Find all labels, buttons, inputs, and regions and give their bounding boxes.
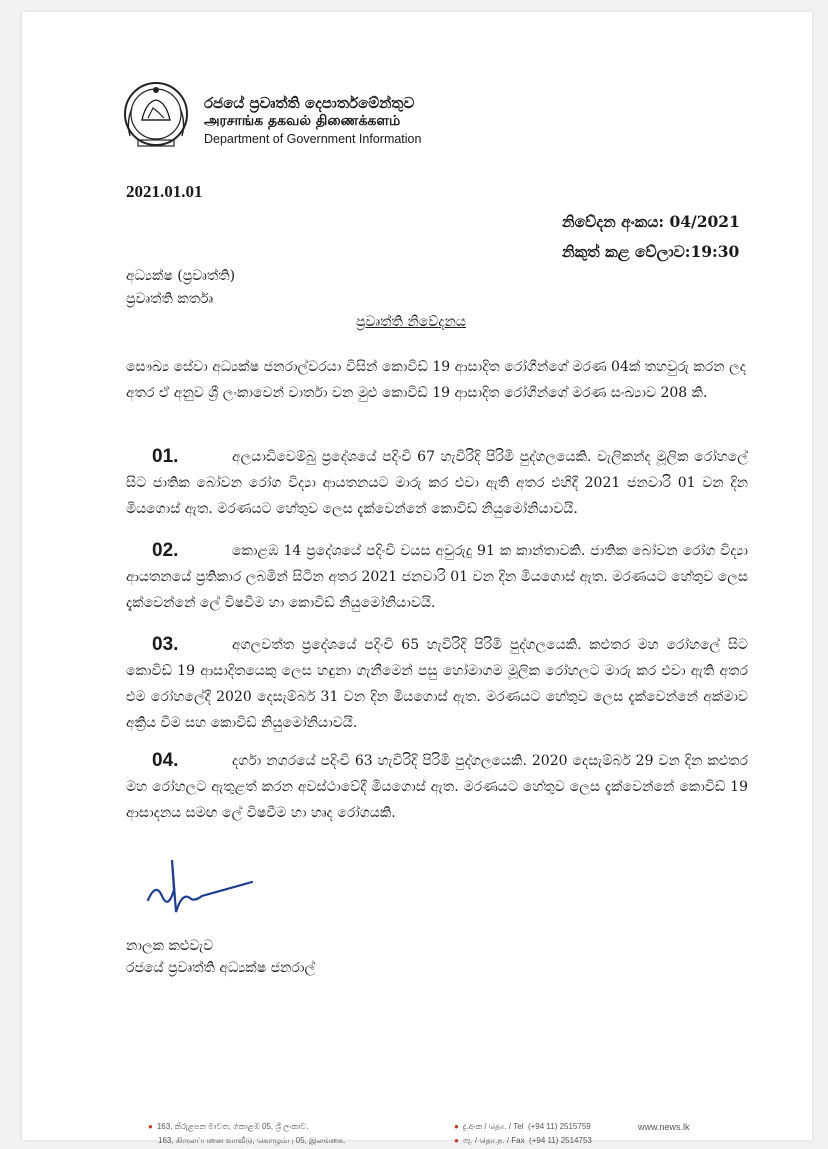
recipient-news-editor: ප්‍රවෘත්ති කර්තෘ [126, 291, 214, 307]
list-item [126, 538, 748, 616]
list-item [126, 632, 748, 736]
document-page [22, 12, 812, 1145]
item-text: කොළඹ 14 ප්‍රදේශයේ පදිංචි වයස අවුරුදු 91 ක කාන්තාවකි. ජාතික බෝවන රෝග විද්‍යා ආයතනයේ ප්‍රතිකාර ලබමින් සිටින අතර 2021 ජනවාරි 01 වන දින මියගොස් ඇත. මරණයට හේතුව ලෙස දැක්වෙන්නේ ලේ විෂවීම හා කොවිඩ් නියුමෝනියාවයි. [126, 543, 748, 611]
list-item [126, 748, 748, 826]
org-name-sinhala: රජයේ ප්‍රවෘත්ති දෙපාර්තමේන්තුව [204, 94, 415, 112]
bullet-icon: ● [148, 1122, 153, 1131]
org-name-english: Department of Government Information [204, 132, 422, 146]
item-text: අලයාඩිවෙම්බු ප්‍රදේශයේ පදිංචි 67 හැවිරිදි පිරිමි පුද්ගලයෙකි. වැලිකන්ද මූලික රෝහලේ සිට ජාතික බෝවන රෝග විද්‍යා ආයතනයට මාරු කර එවා ඇති අතර එහිදී 2021 ජනවාරි 01 වන දින මියගොස් ඇත. මරණයට හේතුව ලෙස දැක්වෙන්නේ කොවිඩ් නියුමෝනියාවයි. [126, 449, 748, 517]
issued-time: නිකුත් කළ වේලාව:19:30 [562, 242, 740, 261]
footer-contact: ● දු.අංක / தொ. / Tel (+94 11) 2515759 ● ෆැ. / தொ.ந. / Fax (+94 11) 2514753 [454, 1122, 592, 1145]
footer-fax: (+94 11) 2514753 [529, 1136, 592, 1145]
fax-icon: ● [454, 1136, 459, 1145]
item-number: 01. [152, 446, 179, 467]
department-header [204, 94, 421, 148]
recipient-director-news: අධ්‍යක්ෂ (ප්‍රවෘත්ති) [126, 268, 236, 284]
phone-icon: ● [454, 1122, 459, 1131]
footer-website[interactable]: www.news.lk [638, 1122, 690, 1132]
item-number: 03. [152, 634, 179, 655]
item-text: දර්ගා නගරයේ පදිංචි 63 හැවිරිදි පිරිමි පුද්ගලයෙකි. 2020 දෙසැම්බර් 29 වන දින කළුතර මහ රෝහලට ඇතුළත් කරන අවස්ථාවේදී මියගොස් ඇත. මරණයට හේතුව ලෙස දැක්වෙන්නේ කොවිඩ් 19 ආසාදනය සමඟ ලේ විෂවීම හා හෘද රෝගයකි. [126, 753, 748, 821]
handwritten-signature [142, 852, 282, 932]
item-number: 02. [152, 540, 179, 561]
org-name-tamil: அரசாங்க தகவல் திணைக்களம் [204, 113, 401, 129]
document-heading: ප්‍රවෘත්ති නිවේදනය [356, 314, 466, 330]
footer-address: ● 163, කිරුළපන මාවත, කොළඹ 05, ශ්‍රී ලංකාව. 163, கிருலப்பனை வாவீடு, கொழும்பு 05, இலங்கை. [148, 1122, 346, 1145]
footer-phone: (+94 11) 2515759 [527, 1122, 591, 1131]
signatory-title: රජයේ ප්‍රවෘත්ති අධ්‍යක්ෂ ජනරාල් [126, 960, 316, 976]
release-date: 2021.01.01 [126, 182, 203, 201]
item-text: අගලවත්ත ප්‍රදේශයේ පදිංචි 65 හැවිරිදි පිරිමි පුද්ගලයෙකි. කළුතර මහ රෝහලේ සිට කොවිඩ් 19 ආසාදිතයෙකු ලෙස හඳුනා ගැනීමෙන් පසු හෝමාගම මූලික රෝහලට මාරු කර එවා ඇති අතර එම රෝහලේදී 2020 දෙසැම්බර් 31 වන දින මියගොස් ඇත. මරණයට හේතුව ලෙස දැක්වෙන්නේ අක්මාව අක්‍රිය වීම සහ කොවිඩ් නියුමෝනියාවයි. [126, 637, 748, 731]
item-number: 04. [152, 750, 179, 771]
list-item [126, 444, 748, 522]
signatory-name: නාලක කළුවැව [126, 938, 214, 954]
intro-paragraph: සෞඛ්‍ය සේවා අධ්‍යක්ෂ ජනරාල්වරයා විසින් කොවිඩ් 19 ආසාදිත රෝගීන්ගේ මරණ 04ක් තහවුරු කරන ලද අතර ඒ අනුව ශ්‍රී ලංකාවෙන් වාර්තා වන මුළු කොවිඩ් 19 ආසාදිත රෝගීන්ගේ මරණ සංඛ්‍යාව 208 කි. [126, 359, 746, 401]
national-emblem-icon [120, 78, 192, 154]
reference-number: නිවේදන අංකය: 04/2021 [562, 212, 740, 231]
